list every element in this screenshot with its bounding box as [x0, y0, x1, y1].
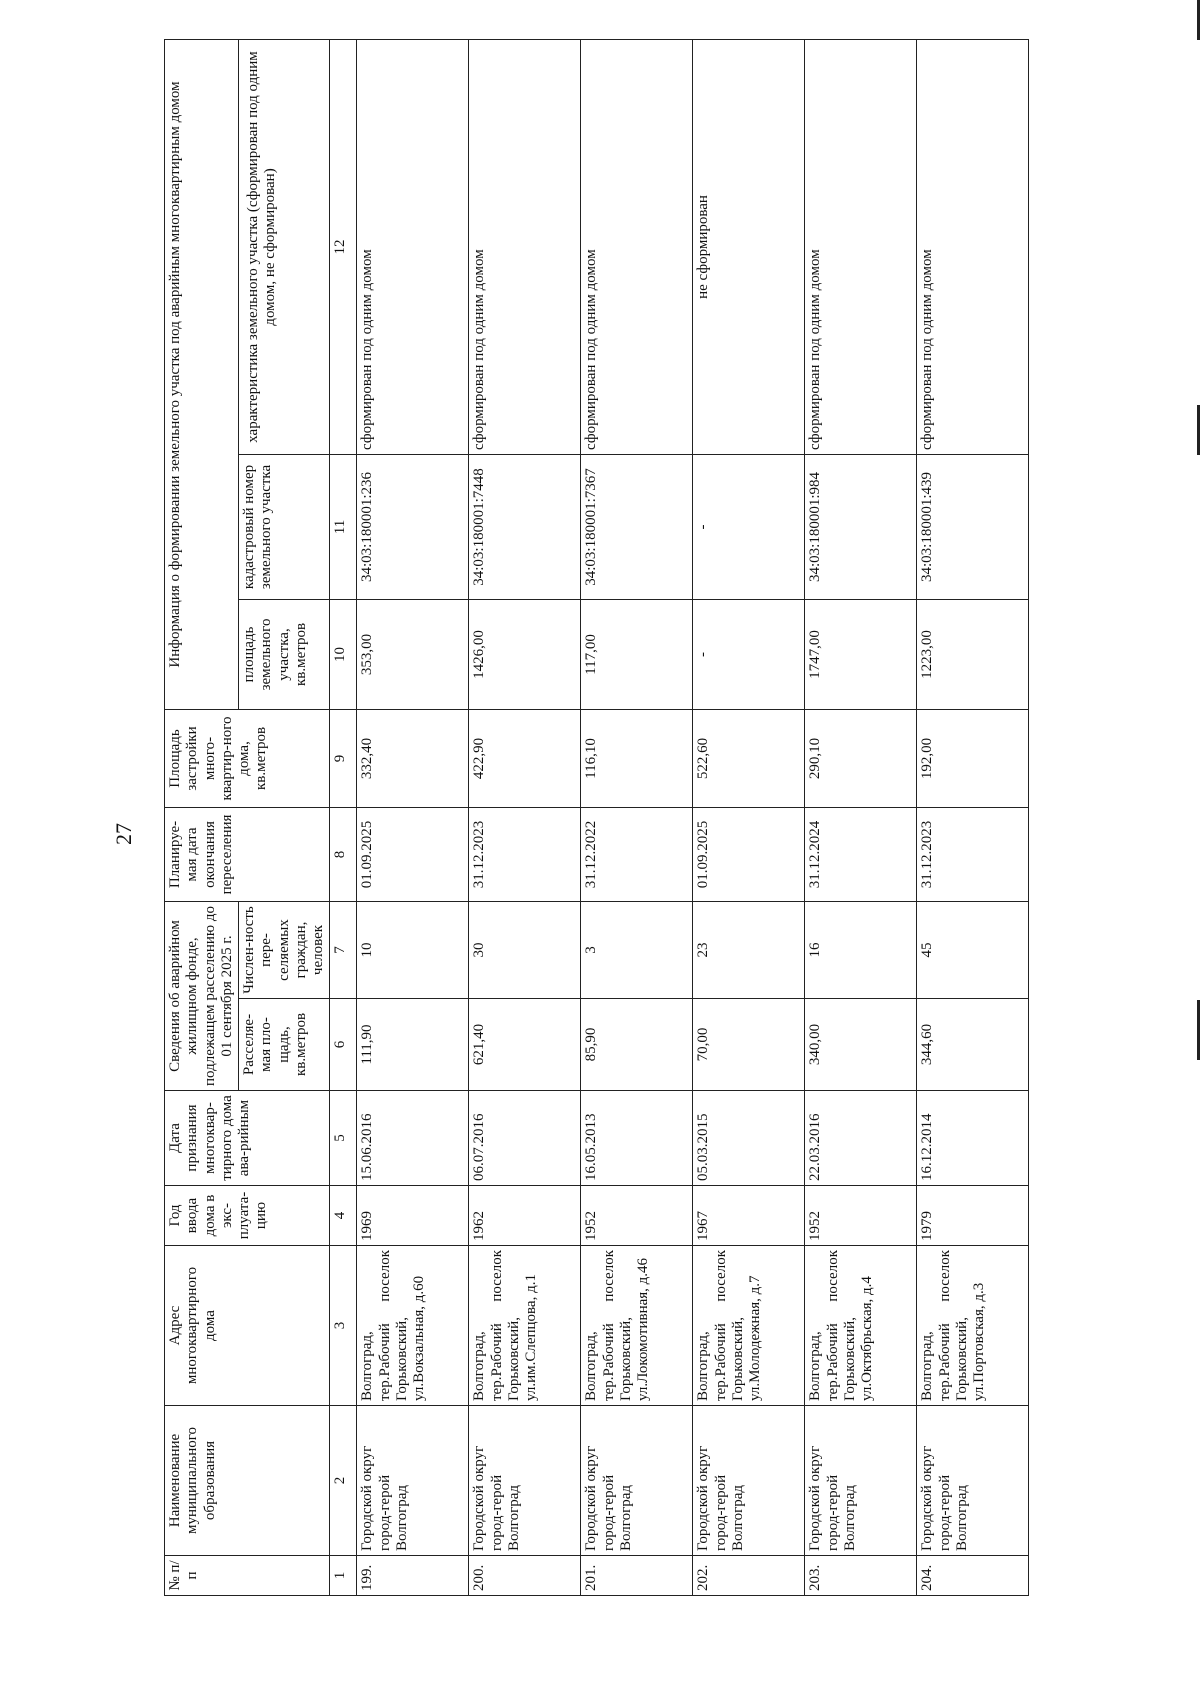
- cell-planned-date: 31.12.2022: [581, 807, 693, 901]
- cell-num: 202.: [693, 1556, 805, 1596]
- header-group-emergency: Сведения об аварийном жилищном фонде, подлежащем расселению до 01 сентября 2025 г.: [165, 901, 239, 1090]
- cell-people: 10: [357, 901, 469, 998]
- cell-year: 1969: [357, 1186, 469, 1246]
- column-number: 4: [330, 1186, 357, 1246]
- header-num: № п/п: [165, 1556, 330, 1596]
- column-number: 3: [330, 1246, 357, 1406]
- cell-building-area: 116,10: [581, 709, 693, 807]
- cell-municipality: Городской округ город-герой Волгоград: [469, 1406, 581, 1556]
- cell-area-resettle: 621,40: [469, 999, 581, 1091]
- cell-date-emergency: 06.07.2016: [469, 1091, 581, 1186]
- cell-municipality: Городской округ город-герой Волгоград: [357, 1406, 469, 1556]
- cell-people: 45: [917, 901, 1029, 998]
- cell-building-area: 422,90: [469, 709, 581, 807]
- cell-municipality: Городской округ город-герой Волгоград: [917, 1406, 1029, 1556]
- header-people: Числен-ность пере-селяемых граждан, человек: [239, 901, 330, 998]
- cell-land-status: сформирован под одним домом: [917, 39, 1029, 454]
- cell-address: Волгоград, тер.Рабочий поселок Горьковский, ул.Локомотивная, д.46: [581, 1246, 693, 1406]
- cell-area-resettle: 70,00: [693, 999, 805, 1091]
- cell-land-area: -: [693, 599, 805, 709]
- cell-building-area: 522,60: [693, 709, 805, 807]
- cell-planned-date: 31.12.2024: [805, 807, 917, 901]
- cell-year: 1967: [693, 1186, 805, 1246]
- cell-municipality: Городской округ город-герой Волгоград: [581, 1406, 693, 1556]
- cell-address: Волгоград, тер.Рабочий поселок Горьковский, ул.Портовская, д.3: [917, 1246, 1029, 1406]
- cell-num: 204.: [917, 1556, 1029, 1596]
- cell-planned-date: 31.12.2023: [469, 807, 581, 901]
- column-number: 11: [330, 454, 357, 599]
- header-municipality: Наименование муниципального образования: [165, 1406, 330, 1556]
- cell-land-status: сформирован под одним домом: [581, 39, 693, 454]
- cell-year: 1962: [469, 1186, 581, 1246]
- cell-date-emergency: 15.06.2016: [357, 1091, 469, 1186]
- header-cadastral: кадастровый номер земельного участка: [239, 454, 330, 599]
- cell-area-resettle: 340,00: [805, 999, 917, 1091]
- cell-date-emergency: 05.03.2015: [693, 1091, 805, 1186]
- header-area-resettle: Расселяе-мая пло-щадь, кв.метров: [239, 999, 330, 1091]
- header-row-main: [165, 39, 239, 1595]
- cell-address: Волгоград, тер.Рабочий поселок Горьковский, ул.им.Слепцова, д.1: [469, 1246, 581, 1406]
- column-number: 10: [330, 599, 357, 709]
- cell-year: 1952: [581, 1186, 693, 1246]
- cell-land-area: 1747,00: [805, 599, 917, 709]
- cell-land-area: 1426,00: [469, 599, 581, 709]
- cell-cadastral: 34:03:180001:984: [805, 454, 917, 599]
- column-number: 8: [330, 807, 357, 901]
- column-number: 5: [330, 1091, 357, 1186]
- rotated-table-container: [164, 40, 987, 1596]
- cell-area-resettle: 85,90: [581, 999, 693, 1091]
- column-number-row: [330, 39, 357, 1595]
- table-row: [581, 39, 693, 1595]
- cell-planned-date: 01.09.2025: [693, 807, 805, 901]
- column-number: 1: [330, 1556, 357, 1596]
- cell-land-status: сформирован под одним домом: [469, 39, 581, 454]
- cell-municipality: Городской округ город-герой Волгоград: [805, 1406, 917, 1556]
- header-planned-date: Планируе-мая дата окончания переселения: [165, 807, 330, 901]
- cell-land-status: сформирован под одним домом: [357, 39, 469, 454]
- cell-people: 30: [469, 901, 581, 998]
- cell-date-emergency: 22.03.2016: [805, 1091, 917, 1186]
- cell-land-status: сформирован под одним домом: [805, 39, 917, 454]
- table-row: [469, 39, 581, 1595]
- table-row: [805, 39, 917, 1595]
- header-group-land: Информация о формировании земельного участка под аварийным многоквартирным домом: [165, 39, 239, 709]
- page-number: 27: [111, 823, 136, 845]
- cell-cadastral: -: [693, 454, 805, 599]
- column-number: 9: [330, 709, 357, 807]
- header-year: Год ввода дома в экс-плуата-цию: [165, 1186, 330, 1246]
- cell-cadastral: 34:03:180001:7367: [581, 454, 693, 599]
- header-land-status: характеристика земельного участка (сформирован под одним домом, не сформирован): [239, 39, 330, 454]
- table-row: [357, 39, 469, 1595]
- cell-people: 23: [693, 901, 805, 998]
- table-row: [917, 39, 1029, 1595]
- cell-cadastral: 34:03:180001:7448: [469, 454, 581, 599]
- cell-municipality: Городской округ город-герой Волгоград: [693, 1406, 805, 1556]
- cell-cadastral: 34:03:180001:236: [357, 454, 469, 599]
- cell-year: 1979: [917, 1186, 1029, 1246]
- cell-building-area: 192,00: [917, 709, 1029, 807]
- column-number: 6: [330, 999, 357, 1091]
- cell-num: 200.: [469, 1556, 581, 1596]
- header-land-area: площадь земельного участка, кв.метров: [239, 599, 330, 709]
- column-number: 12: [330, 39, 357, 454]
- header-date-emergency: Дата признания многоквар-тирного дома ава-рийным: [165, 1091, 330, 1186]
- cell-address: Волгоград, тер.Рабочий поселок Горьковский, ул.Вокзальная, д.60: [357, 1246, 469, 1406]
- cell-num: 203.: [805, 1556, 917, 1596]
- cell-land-area: 353,00: [357, 599, 469, 709]
- cell-num: 201.: [581, 1556, 693, 1596]
- cell-planned-date: 01.09.2025: [357, 807, 469, 901]
- table-row: [693, 39, 805, 1595]
- cell-building-area: 332,40: [357, 709, 469, 807]
- cell-land-status: не сформирован: [693, 39, 805, 454]
- header-address: Адрес многоквартирного дома: [165, 1246, 330, 1406]
- column-number: 7: [330, 901, 357, 998]
- header-building-area: Площадь застройки много-квартир-ного дома, кв.метров: [165, 709, 330, 807]
- cell-area-resettle: 111,90: [357, 999, 469, 1091]
- cell-building-area: 290,10: [805, 709, 917, 807]
- column-number: 2: [330, 1406, 357, 1556]
- cell-year: 1952: [805, 1186, 917, 1246]
- cell-people: 16: [805, 901, 917, 998]
- cell-planned-date: 31.12.2023: [917, 807, 1029, 901]
- emergency-housing-table: [164, 39, 1029, 1596]
- cell-land-area: 1223,00: [917, 599, 1029, 709]
- cell-area-resettle: 344,60: [917, 999, 1029, 1091]
- cell-address: Волгоград, тер.Рабочий поселок Горьковский, ул.Молодежная, д.7: [693, 1246, 805, 1406]
- cell-land-area: 117,00: [581, 599, 693, 709]
- cell-date-emergency: 16.05.2013: [581, 1091, 693, 1186]
- cell-cadastral: 34:03:180001:439: [917, 454, 1029, 599]
- cell-date-emergency: 16.12.2014: [917, 1091, 1029, 1186]
- cell-address: Волгоград, тер.Рабочий поселок Горьковский, ул.Октябрьская, д.4: [805, 1246, 917, 1406]
- cell-people: 3: [581, 901, 693, 998]
- cell-num: 199.: [357, 1556, 469, 1596]
